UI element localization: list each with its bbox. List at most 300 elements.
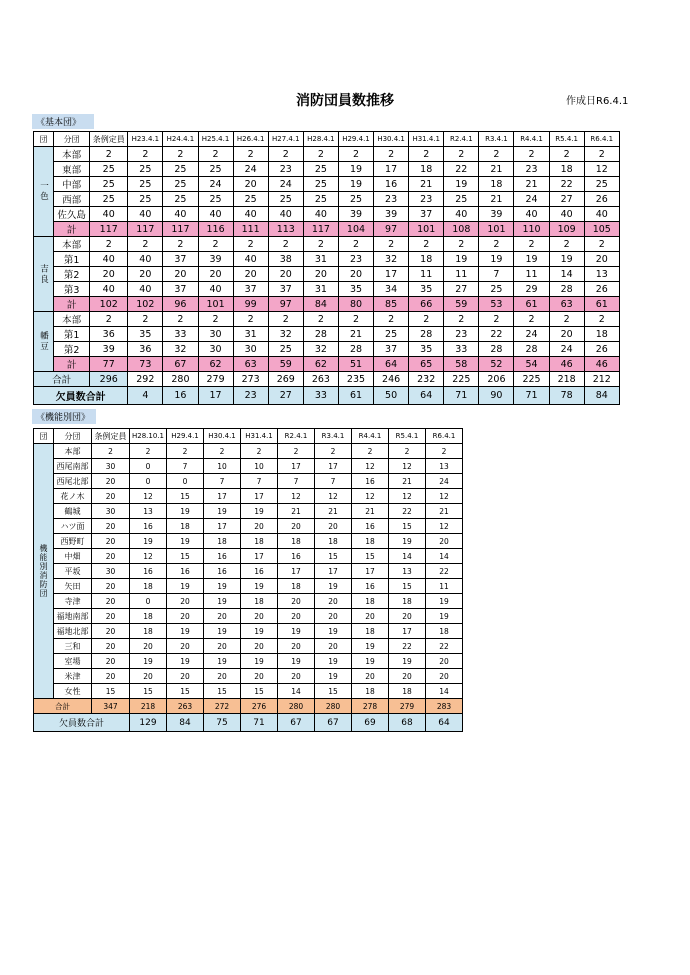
vacancy-value: 23 — [233, 387, 268, 405]
value-cell: 12 — [426, 489, 463, 504]
section-label-kino: 《機能別団》 — [32, 409, 96, 424]
vacancy-value: 67 — [278, 714, 315, 732]
table-row — [34, 579, 463, 594]
value-cell: 16 — [204, 564, 241, 579]
value-cell: 14 — [426, 549, 463, 564]
row-label: 米津 — [54, 669, 92, 684]
value-cell: 2 — [549, 237, 584, 252]
value-cell: 15 — [204, 684, 241, 699]
vacancy-value: 64 — [426, 714, 463, 732]
value-cell: 20 — [315, 594, 352, 609]
row-label: 中部 — [54, 177, 90, 192]
value-cell: 19 — [241, 624, 278, 639]
total-value: 225 — [444, 372, 479, 387]
value-cell: 63 — [233, 357, 268, 372]
value-cell: 20 — [549, 327, 584, 342]
total-value: 280 — [278, 699, 315, 714]
value-cell: 19 — [389, 534, 426, 549]
value-cell: 7 — [204, 474, 241, 489]
value-cell: 117 — [90, 222, 128, 237]
value-cell: 18 — [241, 594, 278, 609]
value-cell: 2 — [163, 312, 198, 327]
vacancy-value: 78 — [549, 387, 584, 405]
value-cell: 2 — [374, 237, 409, 252]
row-label: 福地南部 — [54, 609, 92, 624]
value-cell: 34 — [374, 282, 409, 297]
value-cell: 97 — [374, 222, 409, 237]
value-cell: 20 — [92, 624, 130, 639]
value-cell: 23 — [444, 327, 479, 342]
value-cell: 2 — [352, 444, 389, 459]
value-cell: 10 — [204, 459, 241, 474]
value-cell: 0 — [167, 474, 204, 489]
row-label: 三和 — [54, 639, 92, 654]
total-value: 246 — [374, 372, 409, 387]
value-cell: 19 — [167, 654, 204, 669]
table-row — [34, 459, 463, 474]
value-cell: 0 — [130, 474, 167, 489]
value-cell: 117 — [303, 222, 338, 237]
value-cell: 15 — [167, 489, 204, 504]
value-cell: 2 — [444, 147, 479, 162]
value-cell: 18 — [315, 534, 352, 549]
row-label: 室場 — [54, 654, 92, 669]
value-cell: 2 — [268, 147, 303, 162]
vacancy-value: 129 — [130, 714, 167, 732]
vacancy-value: 90 — [479, 387, 514, 405]
value-cell: 25 — [338, 192, 373, 207]
table-row — [34, 534, 463, 549]
value-cell: 2 — [584, 237, 619, 252]
value-cell: 19 — [426, 609, 463, 624]
vacancy-value: 50 — [374, 387, 409, 405]
value-cell: 18 — [278, 534, 315, 549]
value-cell: 23 — [268, 162, 303, 177]
value-cell: 21 — [514, 177, 549, 192]
value-cell: 39 — [338, 207, 373, 222]
value-cell: 2 — [198, 312, 233, 327]
value-cell: 13 — [389, 564, 426, 579]
vacancy-value: 71 — [241, 714, 278, 732]
value-cell: 11 — [409, 267, 444, 282]
total-value: 206 — [479, 372, 514, 387]
row-label: 西野町 — [54, 534, 92, 549]
value-cell: 2 — [338, 147, 373, 162]
kino-table — [33, 428, 463, 732]
value-cell: 19 — [549, 252, 584, 267]
value-cell: 64 — [374, 357, 409, 372]
row-label: 計 — [54, 297, 90, 312]
value-cell: 19 — [167, 534, 204, 549]
table-row — [34, 594, 463, 609]
value-cell: 28 — [514, 342, 549, 357]
value-cell: 19 — [204, 504, 241, 519]
value-cell: 16 — [130, 519, 167, 534]
value-cell: 63 — [549, 297, 584, 312]
value-cell: 16 — [352, 579, 389, 594]
value-cell: 40 — [584, 207, 619, 222]
value-cell: 26 — [584, 282, 619, 297]
row-label: 西尾北部 — [54, 474, 92, 489]
value-cell: 20 — [426, 654, 463, 669]
value-cell: 109 — [549, 222, 584, 237]
value-cell: 16 — [167, 564, 204, 579]
column-header: R5.4.1 — [549, 132, 584, 147]
created-date: 作成日R6.4.1 — [566, 96, 629, 107]
value-cell: 113 — [268, 222, 303, 237]
value-cell: 2 — [128, 237, 163, 252]
value-cell: 38 — [268, 252, 303, 267]
vacancy-value: 84 — [167, 714, 204, 732]
value-cell: 40 — [198, 207, 233, 222]
value-cell: 24 — [549, 342, 584, 357]
total-value: 279 — [198, 372, 233, 387]
value-cell: 20 — [389, 669, 426, 684]
group-name: 機能別消防団 — [34, 444, 54, 699]
total-value: 280 — [315, 699, 352, 714]
value-cell: 21 — [278, 504, 315, 519]
value-cell: 20 — [92, 489, 130, 504]
value-cell: 25 — [163, 162, 198, 177]
value-cell: 23 — [338, 252, 373, 267]
value-cell: 39 — [479, 207, 514, 222]
value-cell: 19 — [514, 252, 549, 267]
value-cell: 29 — [514, 282, 549, 297]
column-header: R4.4.1 — [352, 429, 389, 444]
row-label: 西部 — [54, 192, 90, 207]
value-cell: 25 — [90, 162, 128, 177]
value-cell: 25 — [90, 177, 128, 192]
value-cell: 2 — [444, 312, 479, 327]
value-cell: 25 — [128, 162, 163, 177]
value-cell: 23 — [409, 192, 444, 207]
value-cell: 25 — [479, 282, 514, 297]
total-value: 276 — [241, 699, 278, 714]
row-label: 平坂 — [54, 564, 92, 579]
value-cell: 19 — [167, 579, 204, 594]
value-cell: 35 — [409, 282, 444, 297]
value-cell: 28 — [479, 342, 514, 357]
value-cell: 19 — [241, 504, 278, 519]
value-cell: 15 — [241, 684, 278, 699]
value-cell: 18 — [352, 534, 389, 549]
table-row — [34, 177, 655, 192]
value-cell: 18 — [584, 327, 619, 342]
value-cell: 12 — [315, 489, 352, 504]
value-cell: 20 — [233, 267, 268, 282]
value-cell: 40 — [128, 282, 163, 297]
row-label: 第2 — [54, 342, 90, 357]
table-row — [34, 267, 655, 282]
value-cell: 37 — [268, 282, 303, 297]
value-cell: 96 — [163, 297, 198, 312]
column-header: R4.4.1 — [514, 132, 549, 147]
value-cell: 27 — [549, 192, 584, 207]
vacancy-value: 71 — [514, 387, 549, 405]
value-cell: 19 — [167, 504, 204, 519]
row-label: 鶴城 — [54, 504, 92, 519]
value-cell: 17 — [278, 459, 315, 474]
value-cell: 20 — [278, 609, 315, 624]
value-cell: 13 — [584, 267, 619, 282]
value-cell: 40 — [233, 252, 268, 267]
table-row — [34, 282, 655, 297]
value-cell: 2 — [479, 312, 514, 327]
column-header: R3.4.1 — [315, 429, 352, 444]
value-cell: 20 — [278, 639, 315, 654]
value-cell: 30 — [92, 504, 130, 519]
value-cell: 2 — [338, 237, 373, 252]
value-cell: 18 — [389, 594, 426, 609]
value-cell: 2 — [514, 147, 549, 162]
value-cell: 25 — [128, 192, 163, 207]
value-cell: 30 — [92, 459, 130, 474]
value-cell: 12 — [352, 459, 389, 474]
value-cell: 7 — [278, 474, 315, 489]
column-header: 条例定員 — [92, 429, 130, 444]
vacancy-row — [34, 714, 463, 732]
value-cell: 19 — [167, 624, 204, 639]
value-cell: 16 — [204, 549, 241, 564]
row-label: 本部 — [54, 237, 90, 252]
value-cell: 20 — [92, 549, 130, 564]
row-label: 佐久島 — [54, 207, 90, 222]
column-header: H27.4.1 — [268, 132, 303, 147]
table-row — [34, 609, 463, 624]
value-cell: 7 — [241, 474, 278, 489]
value-cell: 18 — [352, 594, 389, 609]
value-cell: 20 — [128, 267, 163, 282]
row-label: 東部 — [54, 162, 90, 177]
value-cell: 19 — [241, 579, 278, 594]
row-label: 計 — [54, 357, 90, 372]
value-cell: 54 — [514, 357, 549, 372]
value-cell: 2 — [167, 444, 204, 459]
table-row — [34, 252, 655, 267]
value-cell: 2 — [278, 444, 315, 459]
value-cell: 17 — [204, 489, 241, 504]
value-cell: 21 — [426, 504, 463, 519]
value-cell: 19 — [315, 624, 352, 639]
value-cell: 20 — [278, 669, 315, 684]
value-cell: 2 — [444, 237, 479, 252]
value-cell: 18 — [409, 252, 444, 267]
value-cell: 15 — [389, 579, 426, 594]
row-label: 中畑 — [54, 549, 92, 564]
value-cell: 2 — [303, 237, 338, 252]
row-label: 矢田 — [54, 579, 92, 594]
value-cell: 13 — [426, 459, 463, 474]
value-cell: 19 — [444, 177, 479, 192]
column-header: 分団 — [54, 429, 92, 444]
value-cell: 11 — [444, 267, 479, 282]
total-value: 263 — [303, 372, 338, 387]
value-cell: 108 — [444, 222, 479, 237]
value-cell: 12 — [584, 162, 619, 177]
value-cell: 20 — [389, 609, 426, 624]
value-cell: 40 — [303, 207, 338, 222]
value-cell: 2 — [303, 312, 338, 327]
value-cell: 22 — [389, 639, 426, 654]
group-name: 一色 — [34, 147, 54, 237]
vacancy-value: 17 — [198, 387, 233, 405]
value-cell: 101 — [479, 222, 514, 237]
table-row — [34, 147, 655, 162]
value-cell: 19 — [389, 654, 426, 669]
value-cell: 80 — [338, 297, 373, 312]
value-cell: 20 — [130, 639, 167, 654]
value-cell: 73 — [128, 357, 163, 372]
table-row — [34, 549, 463, 564]
section-label-kihon: 《基本団》 — [32, 114, 94, 129]
table-row — [34, 564, 463, 579]
value-cell: 25 — [268, 192, 303, 207]
value-cell: 18 — [479, 177, 514, 192]
column-header: H25.4.1 — [198, 132, 233, 147]
value-cell: 37 — [374, 342, 409, 357]
value-cell: 12 — [389, 489, 426, 504]
value-cell: 20 — [204, 639, 241, 654]
value-cell: 40 — [198, 282, 233, 297]
value-cell: 28 — [549, 282, 584, 297]
value-cell: 111 — [233, 222, 268, 237]
value-cell: 18 — [352, 624, 389, 639]
value-cell: 2 — [409, 147, 444, 162]
vacancy-value: 4 — [128, 387, 163, 405]
value-cell: 25 — [90, 192, 128, 207]
value-cell: 15 — [315, 549, 352, 564]
group-name: 幡豆 — [34, 312, 54, 372]
vacancy-label: 欠員数合計 — [34, 387, 128, 405]
value-cell: 37 — [163, 252, 198, 267]
value-cell: 16 — [130, 564, 167, 579]
column-header: H31.4.1 — [409, 132, 444, 147]
total-value: 278 — [352, 699, 389, 714]
value-cell: 24 — [514, 192, 549, 207]
table-row — [34, 342, 655, 357]
value-cell: 2 — [584, 312, 619, 327]
value-cell: 30 — [233, 342, 268, 357]
total-value: 283 — [426, 699, 463, 714]
value-cell: 20 — [92, 654, 130, 669]
value-cell: 32 — [268, 327, 303, 342]
value-cell: 25 — [163, 192, 198, 207]
value-cell: 46 — [584, 357, 619, 372]
value-cell: 67 — [163, 357, 198, 372]
value-cell: 24 — [198, 177, 233, 192]
value-cell: 19 — [278, 624, 315, 639]
value-cell: 20 — [92, 474, 130, 489]
value-cell: 2 — [479, 147, 514, 162]
value-cell: 99 — [233, 297, 268, 312]
value-cell: 30 — [198, 327, 233, 342]
value-cell: 19 — [479, 252, 514, 267]
value-cell: 12 — [352, 489, 389, 504]
value-cell: 20 — [92, 609, 130, 624]
value-cell: 14 — [278, 684, 315, 699]
total-label: 合計 — [34, 699, 92, 714]
value-cell: 19 — [241, 654, 278, 669]
value-cell: 25 — [303, 162, 338, 177]
table-row — [34, 669, 463, 684]
value-cell: 40 — [128, 252, 163, 267]
value-cell: 2 — [198, 237, 233, 252]
table-row — [34, 624, 463, 639]
value-cell: 18 — [130, 624, 167, 639]
column-header: H24.4.1 — [163, 132, 198, 147]
total-value: 269 — [268, 372, 303, 387]
page-title: 消防団員数推移 — [296, 93, 394, 109]
value-cell: 46 — [549, 357, 584, 372]
value-cell: 2 — [303, 147, 338, 162]
value-cell: 19 — [352, 654, 389, 669]
table-row — [34, 474, 463, 489]
row-label: 花ノ木 — [54, 489, 92, 504]
value-cell: 59 — [268, 357, 303, 372]
value-cell: 11 — [426, 579, 463, 594]
value-cell: 18 — [167, 519, 204, 534]
value-cell: 19 — [444, 252, 479, 267]
column-header: R2.4.1 — [278, 429, 315, 444]
value-cell: 18 — [241, 534, 278, 549]
total-row — [34, 372, 655, 387]
value-cell: 19 — [278, 654, 315, 669]
value-cell: 66 — [409, 297, 444, 312]
row-label: 本部 — [54, 444, 92, 459]
value-cell: 25 — [198, 162, 233, 177]
value-cell: 15 — [130, 684, 167, 699]
value-cell: 11 — [514, 267, 549, 282]
value-cell: 117 — [163, 222, 198, 237]
value-cell: 20 — [241, 609, 278, 624]
value-cell: 20 — [92, 669, 130, 684]
table-row — [34, 327, 655, 342]
value-cell: 19 — [338, 162, 373, 177]
total-value: 225 — [514, 372, 549, 387]
value-cell: 33 — [444, 342, 479, 357]
value-cell: 105 — [584, 222, 619, 237]
value-cell: 16 — [374, 177, 409, 192]
total-row — [34, 699, 463, 714]
value-cell: 2 — [268, 312, 303, 327]
value-cell: 59 — [444, 297, 479, 312]
total-value: 296 — [90, 372, 128, 387]
value-cell: 2 — [389, 444, 426, 459]
value-cell: 7 — [167, 459, 204, 474]
value-cell: 16 — [241, 564, 278, 579]
value-cell: 20 — [241, 669, 278, 684]
value-cell: 25 — [374, 327, 409, 342]
value-cell: 21 — [315, 504, 352, 519]
value-cell: 20 — [426, 669, 463, 684]
column-header: 条例定員 — [90, 132, 128, 147]
table-row — [34, 162, 655, 177]
value-cell: 40 — [128, 207, 163, 222]
column-header: H30.4.1 — [374, 132, 409, 147]
value-cell: 117 — [128, 222, 163, 237]
table-row — [34, 312, 655, 327]
value-cell: 18 — [426, 624, 463, 639]
value-cell: 40 — [444, 207, 479, 222]
value-cell: 17 — [374, 267, 409, 282]
value-cell: 24 — [233, 162, 268, 177]
value-cell: 2 — [163, 237, 198, 252]
value-cell: 37 — [409, 207, 444, 222]
vacancy-value: 16 — [163, 387, 198, 405]
value-cell: 17 — [204, 519, 241, 534]
value-cell: 40 — [163, 207, 198, 222]
value-cell: 37 — [233, 282, 268, 297]
